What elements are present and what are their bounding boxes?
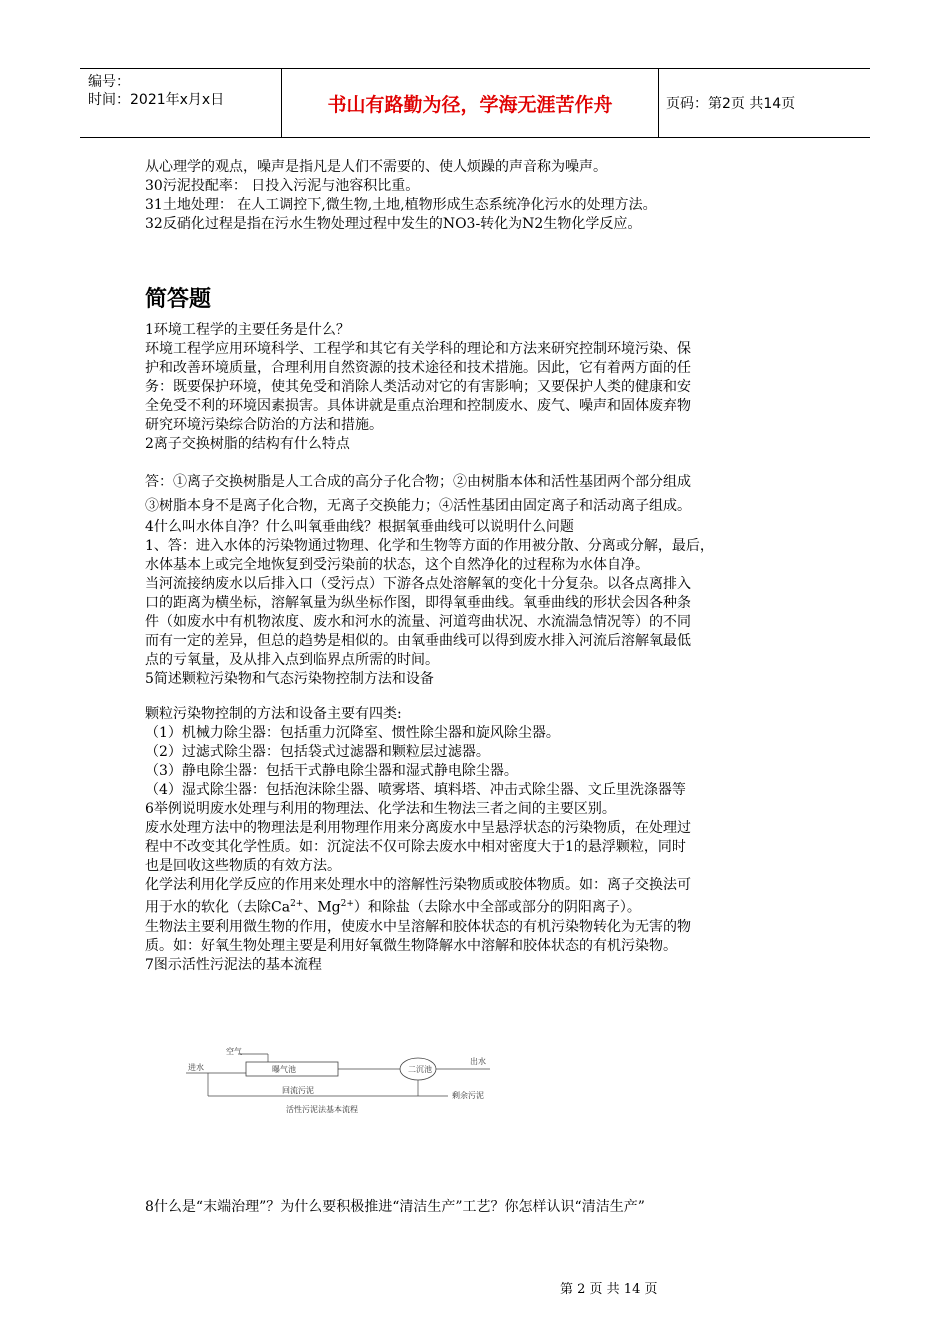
text-line: 质。如：好氧生物处理主要是利用好氧微生物降解水中溶解和胶体状态的有机污染物。 [145,937,677,954]
time-label: 时间：2021年x月x日 [88,92,225,108]
text-line: 全免受不利的环境因素损害。具体讲就是重点治理和控制废水、废气、噪声和固体废弃物 [145,398,691,414]
answer-line: 答：①离子交换树脂是人工合成的高分子化合物；②由树脂本体和活性基团两个部分组成 [145,474,691,490]
answer-line: ③树脂本身不是离子化合物，无离子交换能力；④活性基团由固定离子和活动离子组成。 [145,498,691,514]
diagram-caption: 活性污泥法基本流程 [286,1105,358,1114]
text-line: 也是回收这些物质的有效方法。 [145,858,341,874]
clarifier-label: 二沉池 [408,1065,432,1074]
text-line: （3）静电除尘器：包括干式静电除尘器和湿式静电除尘器。 [145,763,518,779]
aeration-tank-label: 曝气池 [272,1065,296,1074]
page-header [80,68,870,138]
ca-superscript: 2+ [290,899,304,909]
header-meta [80,69,282,137]
air-label: 空气 [226,1047,242,1056]
text-line: 而有一定的差异，但总的趋势是相似的。由氧垂曲线可以得到废水排入河流后溶解氧最低 [145,633,691,649]
question-title: 6举例说明废水处理与利用的物理法、化学法和生物法三者之间的主要区别。 [145,801,616,817]
inflow-label: 进水 [188,1063,204,1072]
header-motto: 书山有路勤为径，学海无涯苦作舟 [282,69,659,137]
mg-superscript: 2+ [340,899,354,909]
question-title: 5简述颗粒污染物和气态污染物控制方法和设备 [145,671,434,687]
text-line: （4）湿式除尘器：包括泡沫除尘器、喷雾塔、填料塔、冲击式除尘器、文丘里洗涤器等 [145,782,686,798]
outflow-label: 出水 [470,1057,486,1066]
text-line: （2）过滤式除尘器：包括袋式过滤器和颗粒层过滤器。 [145,744,490,760]
text-line: 护和改善环境质量，合理利用自然资源的技术途径和技术措施。因此，它有着两方面的任 [145,360,691,376]
return-sludge-label: 回流污泥 [282,1086,314,1095]
section-title: 简答题 [145,287,212,312]
text-line: 废水处理方法中的物理法是利用物理作用来分离废水中呈悬浮状态的污染物质，在处理过 [145,820,691,836]
text-line: 当河流接纳废水以后排入口（受污点）下游各点处溶解氧的变化十分复杂。以各点离排入 [145,576,691,592]
text-line: 32反硝化过程是指在污水生物处理过程中发生的NO3-转化为N2生物化学反应。 [145,216,642,232]
text-line: 31土地处理： 在人工调控下,微生物,土地,植物形成生态系统净化污水的处理方法。 [145,197,657,213]
text-line: 务：既要保护环境，使其免受和消除人类活动对它的有害影响；又要保护人类的健康和安 [145,379,691,395]
text-line: 颗粒污染物控制的方法和设备主要有四类: [145,706,402,722]
text-line: 化学法利用化学反应的作用来处理水中的溶解性污染物质或胶体物质。如：离子交换法可 [145,877,691,893]
header-page-label: 页码：第2页 共14页 [666,96,796,112]
ion-suffix: ）和除盐（去除水中全部或部分的阴阳离子）。 [353,899,641,916]
text-line: （1）机械力除尘器：包括重力沉降室、惯性除尘器和旋风除尘器。 [145,725,560,741]
text-line: 点的亏氧量，及从排入点到临界点所需的时间。 [145,652,439,668]
question-title: 7图示活性污泥法的基本流程 [145,956,322,973]
ion-mid: 、Mg [303,899,341,916]
text-line: 件（如废水中有机物浓度、废水和河水的流量、河道弯曲状况、水流湍急情况等）的不同 [145,614,691,630]
ion-line [145,895,813,918]
excess-sludge-label: 剩余污泥 [452,1091,484,1100]
question-title: 4什么叫水体自净？什么叫氧垂曲线？根据氧垂曲线可以说明什么问题 [145,519,574,535]
text-line: 水体基本上或完全地恢复到受污染前的状态，这个自然净化的过程称为水体自净。 [145,557,649,573]
text-line: 口的距离为横坐标，溶解氧量为纵坐标作图，即得氧垂曲线。氧垂曲线的形状会因各种条 [145,595,691,611]
question-title: 2离子交换树脂的结构有什么特点 [145,436,350,452]
document-body [145,158,813,975]
number-label: 编号： [88,74,130,90]
question-title: 8什么是“末端治理”？为什么要积极推进“清洁生产”工艺？你怎样认识“清洁生产” [145,1199,645,1215]
text-line: 程中不改变其化学性质。如：沉淀法不仅可除去废水中相对密度大于1的悬浮颗粒，同时 [145,839,686,855]
activated-sludge-diagram [178,1040,498,1120]
text-line: 1、答：进入水体的污染物通过物理、化学和生物等方面的作用被分散、分离或分解，最后， [145,538,714,554]
text-line: 生物法主要利用微生物的作用，使废水中呈溶解和胶体状态的有机污染物转化为无害的物 [145,918,691,935]
question-title: 1环境工程学的主要任务是什么？ [145,322,350,338]
text-line: 30污泥投配率： 日投入污泥与池容积比重。 [145,178,420,194]
text-line: 研究环境污染综合防治的方法和措施。 [145,417,383,433]
page-footer: 第 2 页 共 14 页 [560,1282,658,1297]
ion-prefix: 用于水的软化（去除Ca [145,899,291,916]
text-line: 从心理学的观点，噪声是指凡是人们不需要的、使人烦躁的声音称为噪声。 [145,159,607,175]
text-line: 环境工程学应用环境科学、工程学和其它有关学科的理论和方法来研究控制环境污染、保 [145,341,691,357]
